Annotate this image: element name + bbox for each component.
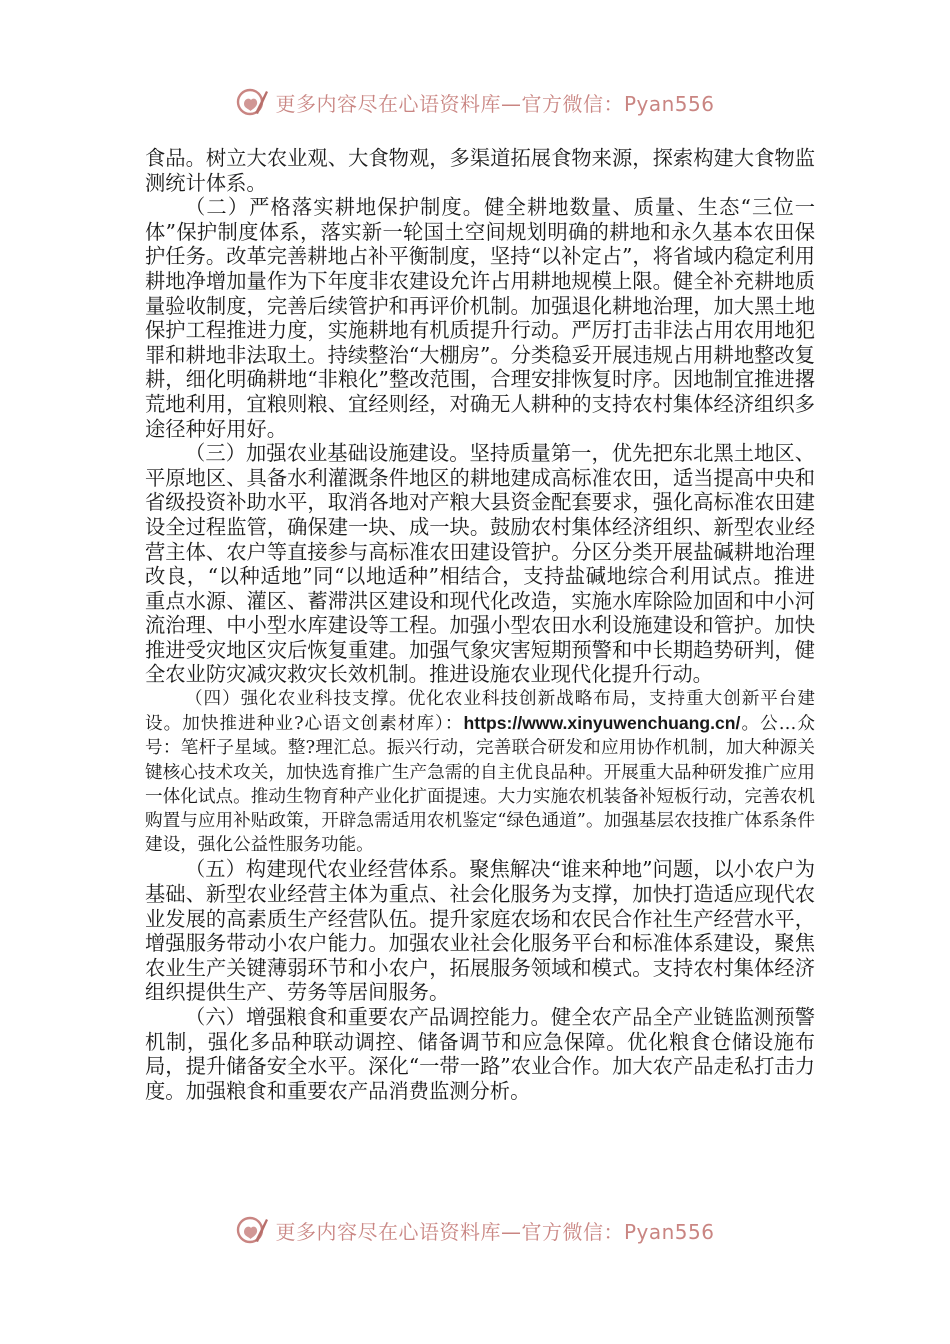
agri-tech-text-b: 。公…众号：笔杆子星域。整?理汇总。振兴行动，完善联合研发和应用协作机制，加大种源关键核心技术攻关，加快选育推广生产急需的自主优良品种。开展重大品种研发推广应用一体化试点。推动生物育种产业化扩面提速。大力实施农机装备补短板行动，完善农机购置与应用补贴政策，开辟急需适用农机鉴定“绿色通道”。加强基层农技推广体系条件建设，强化公益性服务功能。 xyxy=(145,714,815,856)
document-body xyxy=(145,146,815,1103)
banner-text: 更多内容尽在心语资料库—官方微信：Pyan556 xyxy=(275,91,715,116)
pen-heart-icon xyxy=(235,85,269,119)
paragraph-grain-regulation: （六）增强粮食和重要农产品调控能力。健全农产品全产业链监测预警机制，强化多品种联动调控、储备调节和应急保障。优化粮食仓储设施布局，提升储备安全水平。深化“一带一路”农业合作。加大农产品走私打击力度。加强粮食和重要农产品消费监测分析。 xyxy=(145,1005,815,1103)
pen-heart-icon xyxy=(235,1213,269,1247)
header-banner xyxy=(0,82,950,122)
paragraph-farmland-protection: （二）严格落实耕地保护制度。健全耕地数量、质量、生态“三位一体”保护制度体系，落实新一轮国土空间规划明确的耕地和永久基本农田保护任务。改革完善耕地占补平衡制度，坚持“以补定占”，将省域内稳定利用耕地净增加量作为下年度非农建设允许占用耕地规模上限。健全补充耕地质量验收制度，完善后续管护和再评价机制。加强退化耕地治理，加大黑土地保护工程推进力度，实施耕地有机质提升行动。严厉打击非法占用农用地犯罪和耕地非法取土。持续整治“大棚房”。分类稳妥开展违规占用耕地整改复耕，细化明确耕地“非粮化”整改范围，合理安排恢复时序。因地制宜推进撂荒地利用，宜粮则粮、宜经则经，对确无人耕种的支持农村集体经济组织多途径种好用好。 xyxy=(145,195,815,441)
footer-banner xyxy=(0,1210,950,1250)
paragraph-agri-infrastructure: （三）加强农业基础设施建设。坚持质量第一，优先把东北黑土地区、平原地区、具备水利灌溉条件地区的耕地建成高标准农田，适当提高中央和省级投资补助水平，取消各地对产粮大县资金配套要求，强化高标准农田建设全过程监管，确保建一块、成一块。鼓励农村集体经济组织、新型农业经营主体、农户等直接参与高标准农田建设管护。分区分类开展盐碱耕地治理改良，“以种适地”同“以地适种”相结合，支持盐碱地综合利用试点。推进重点水源、灌区、蓄滞洪区建设和现代化改造，实施水库除险加固和中小河流治理、中小型水库建设等工程。加强小型农田水利设施建设和管护。加快推进受灾地区灾后恢复重建。加强气象灾害短期预警和中长期趋势研判，健全农业防灾减灾救灾长效机制。推进设施农业现代化提升行动。 xyxy=(145,441,815,687)
paragraph-agri-management: （五）构建现代农业经营体系。聚焦解决“谁来种地”问题，以小农户为基础、新型农业经营主体为重点、社会化服务为支撑，加快打造适应现代农业发展的高素质生产经营队伍。提升家庭农场和农民合作社生产经营水平，增强服务带动小农户能力。加强农业社会化服务平台和标准体系建设，聚焦农业生产关键薄弱环节和小农户，拓展服务领域和模式。支持农村集体经济组织提供生产、劳务等居间服务。 xyxy=(145,857,815,1005)
paragraph-food-supply: 食品。树立大农业观、大食物观，多渠道拓展食物来源，探索构建大食物监测统计体系。 xyxy=(145,146,815,195)
website-url[interactable]: https://www.xinyuwenchuang.cn/ xyxy=(463,713,741,734)
banner-text: 更多内容尽在心语资料库—官方微信：Pyan556 xyxy=(275,1219,715,1244)
paragraph-agri-tech xyxy=(145,687,815,857)
agri-tech-text-a: （四）强化农业科技支撑。优化农业科技创新战略布局，支持重大创新平台建设。加快推进种业?心语文创素材库）： xyxy=(145,689,815,735)
